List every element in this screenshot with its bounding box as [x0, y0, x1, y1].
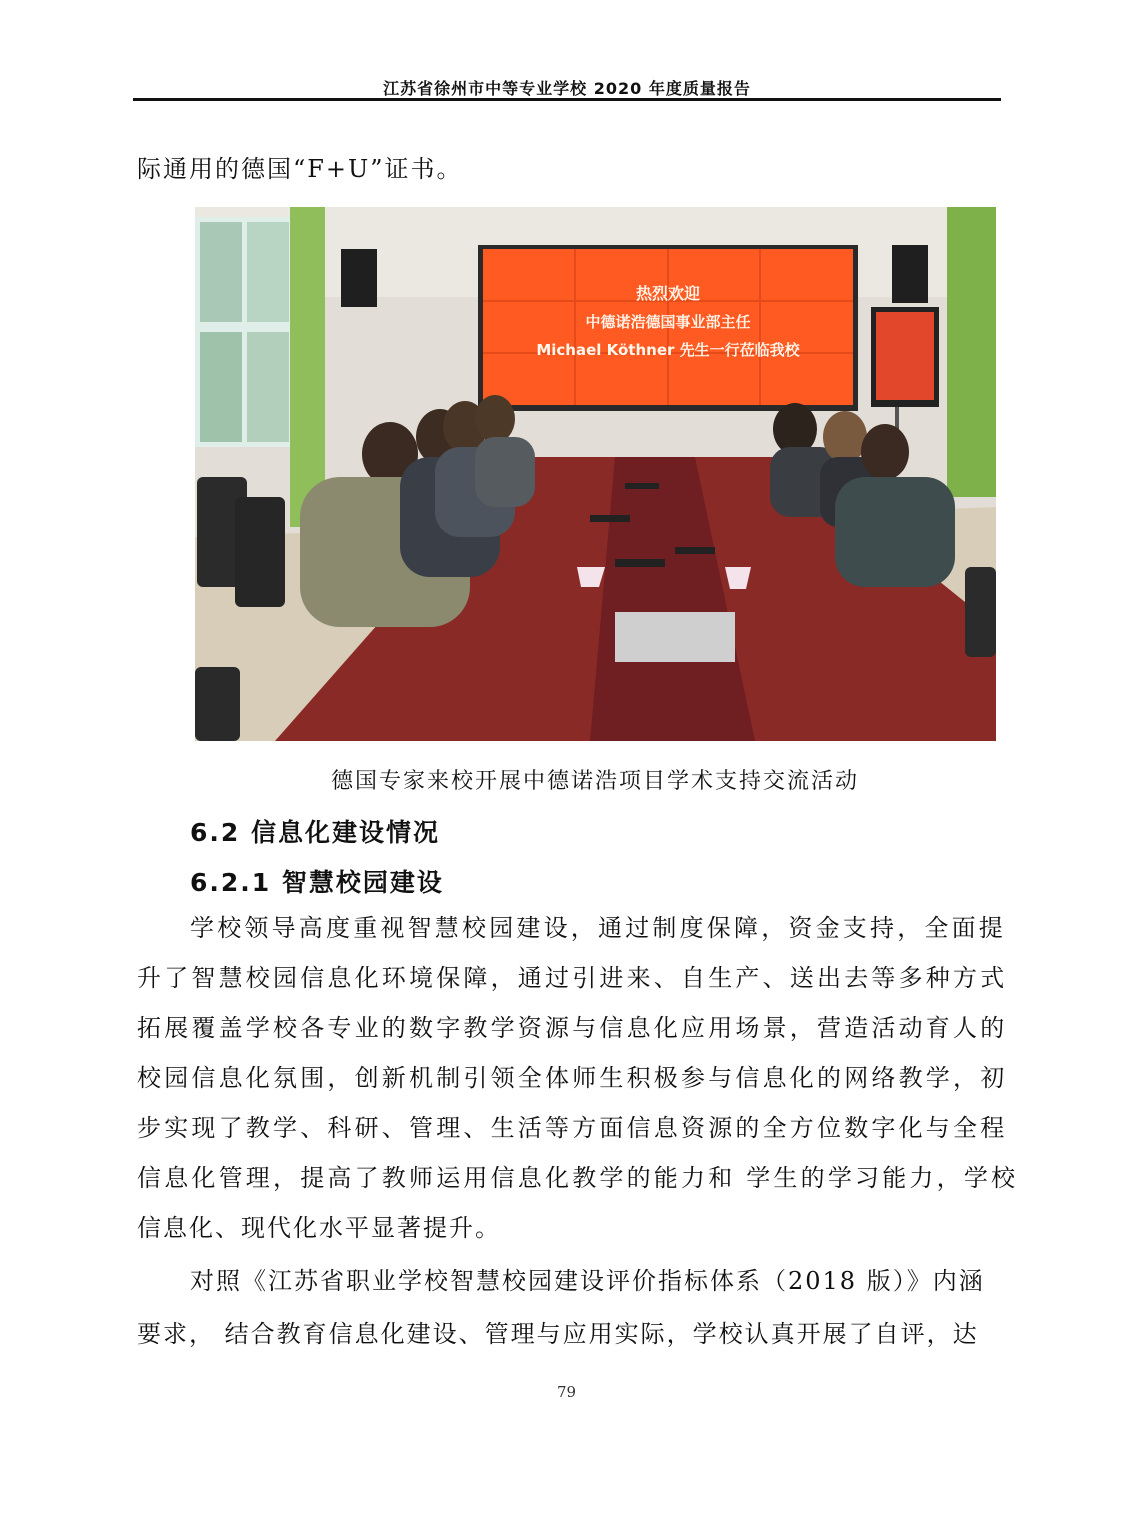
section-heading: 6.2 信息化建设情况: [190, 818, 440, 847]
meeting-photo: [195, 207, 996, 741]
paragraph-2-line-1: 对照《江苏省职业学校智慧校园建设评价指标体系（2018 版）》内涵: [190, 1267, 985, 1295]
header-rule: [133, 98, 1001, 101]
paragraph-2-line-2: 要求， 结合教育信息化建设、管理与应用实际，学校认真开展了自评，达: [137, 1320, 979, 1348]
paragraph-1-line-1: 学校领导高度重视智慧校园建设，通过制度保障，资金支持，全面提: [190, 914, 1006, 942]
photo-caption: 德国专家来校开展中德诺浩项目学术支持交流活动: [330, 769, 859, 794]
paragraph-1-line-6: 信息化管理，提高了教师运用信息化教学的能力和 学生的学习能力，学校: [137, 1164, 1019, 1192]
paragraph-1-line-3: 拓展覆盖学校各专业的数字教学资源与信息化应用场景，营造活动育人的: [137, 1014, 1008, 1042]
screen-line-2: 中德诺浩德国事业部主任: [585, 313, 751, 331]
screen-line-3: Michael Köthner 先生一行莅临我校: [536, 341, 800, 359]
paragraph-1-line-2: 升了智慧校园信息化环境保障，通过引进来、自生产、送出去等多种方式: [137, 964, 1008, 992]
paragraph-1-line-4: 校园信息化氛围，创新机制引领全体师生积极参与信息化的网络教学，初: [137, 1064, 1008, 1092]
paragraph-1-line-5: 步实现了教学、科研、管理、生活等方面信息资源的全方位数字化与全程: [137, 1114, 1008, 1142]
paragraph-1-line-7: 信息化、现代化水平显著提升。: [137, 1214, 501, 1242]
subsection-heading: 6.2.1 智慧校园建设: [190, 868, 444, 897]
page-number: 79: [556, 1383, 577, 1401]
page-header: 江苏省徐州市中等专业学校 2020 年度质量报告: [383, 79, 751, 98]
screen-line-1: 热烈欢迎: [635, 284, 701, 303]
continuation-line: 际通用的德国“F+U”证书。: [137, 155, 463, 183]
